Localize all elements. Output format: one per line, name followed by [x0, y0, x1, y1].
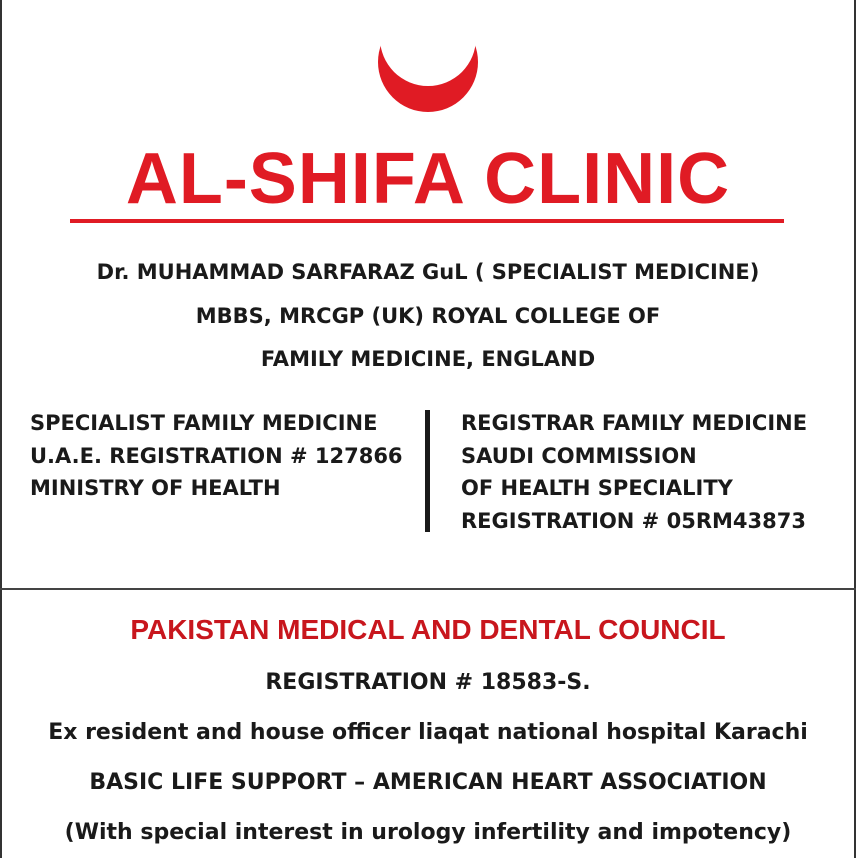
- red-crescent-icon: [376, 10, 480, 114]
- credential-line: OF HEALTH SPECIALITY: [461, 476, 733, 500]
- clinic-title: AL-SHIFA CLINIC: [125, 139, 731, 219]
- council-registration: REGISTRATION # 18583-S.: [265, 670, 591, 695]
- credentials-left: [30, 407, 403, 505]
- doctor-qualification-continued: FAMILY MEDICINE, ENGLAND: [260, 347, 596, 371]
- credential-line: MINISTRY OF HEALTH: [30, 476, 281, 500]
- title-underline: [70, 219, 784, 223]
- credential-line: SAUDI COMMISSION: [461, 443, 697, 468]
- doctor-qualification: MBBS, MRCGP (UK) ROYAL COLLEGE OF: [195, 304, 661, 328]
- experience-line: BASIC LIFE SUPPORT – AMERICAN HEART ASSOCIATION: [89, 770, 767, 795]
- credential-line: SPECIALIST FAMILY MEDICINE: [30, 411, 378, 435]
- credential-line: U.A.E. REGISTRATION # 127866: [30, 443, 403, 468]
- experience-line: Ex resident and house officer liaqat national hospital Karachi: [48, 720, 808, 745]
- doctor-name: Dr. MUHAMMAD SARFARAZ GuL ( SPECIALIST MEDICINE): [96, 260, 760, 284]
- section-divider: [0, 588, 856, 590]
- credential-line: REGISTRAR FAMILY MEDICINE: [461, 411, 808, 435]
- column-divider: [425, 410, 430, 532]
- credential-line: REGISTRATION # 05RM43873: [461, 508, 806, 533]
- council-name: PAKISTAN MEDICAL AND DENTAL COUNCIL: [130, 614, 726, 645]
- experience-line: (With special interest in urology infertility and impotency): [64, 820, 792, 845]
- credentials-right: [461, 407, 807, 537]
